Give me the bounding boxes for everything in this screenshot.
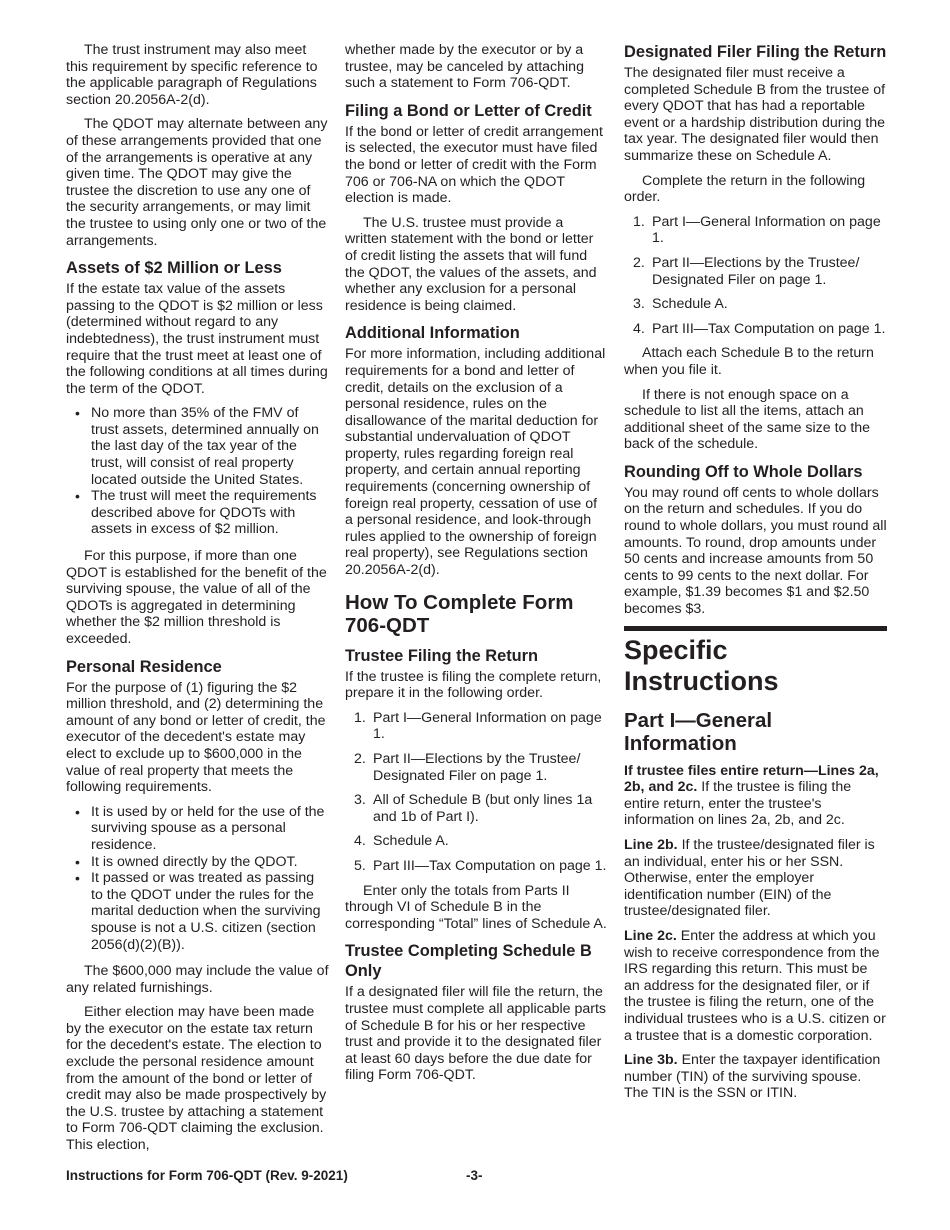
list-item: 3. Schedule A. xyxy=(633,296,728,313)
paragraph: The trust instrument may also meet this requirement by specific reference to the applicable paragraph of Regulations section 20.2056A-2(d). xyxy=(66,42,318,108)
paragraph: The U.S. trustee must provide a written statement with the bond or letter of credit listing the assets that will fund the QDOT, the values of the assets, and whether any exclusion for a personal residence is being claimed. xyxy=(345,214,597,314)
paragraph: For this purpose, if more than one QDOT is established for the benefit of the surviving spouse, the value of all of the QDOTs is aggregated in determining whether the $2 million threshold is exceeded. xyxy=(66,548,327,647)
paragraph: The designated filer must receive a completed Schedule B from the trustee of every QDOT that has had a reportable event or a hardship distribution during the tax year. The designated filer would then summarize these on Schedule A. xyxy=(624,65,886,164)
column-3 xyxy=(624,42,887,1110)
list-item: 2. Part II—Elections by the Trustee/ Designated Filer on page 1. xyxy=(633,254,860,288)
paragraph: Line 2c. Enter the address at which you wish to receive correspondence from the IRS regarding this return. This must be an address for the designated filer, or if the trustee is filing the return, one of the individual trustees who is a U.S. citizen or a trustee that is a domestic corporation. xyxy=(624,927,886,1044)
paragraph: You may round off cents to whole dollars on the return and schedules. If you do round to whole dollars, you must round all amounts. To round, drop amounts under 50 cents and increase amounts from 50 cents to 99 cents to the next dollar. For example, $1.39 becomes $1 and $2.50 becomes $3. xyxy=(624,484,887,618)
list-item: 2. Part II—Elections by the Trustee/ Designated Filer on page 1. xyxy=(354,751,581,784)
heading-rounding: Rounding Off to Whole Dollars xyxy=(624,462,863,481)
paragraph: Complete the return in the following order. xyxy=(624,172,866,206)
paragraph: If the estate tax value of the assets passing to the QDOT is $2 million or less (determined without regard to any indebtedness), the trust instrument must require that the trust meet at least one of the following conditions at all times during the term of the QDOT. xyxy=(66,281,328,397)
paragraph: The QDOT may alternate between any of these arrangements provided that one of the arrangements is operative at any given time. The QDOT may give the trustee the discretion to use any one of the security arrangements, or may limit the trustee to using only one or two of the arrangements. xyxy=(66,116,328,249)
list-item: 1. Part I—General Information on page 1. xyxy=(633,213,881,247)
page-number: -3- xyxy=(466,1168,483,1183)
heading-trustee-schedule-b: Trustee Completing Schedule B Only xyxy=(345,942,592,981)
heading-specific-instructions: Specific Instructions xyxy=(624,626,887,697)
paragraph: For more information, including additional requirements for a bond and letter of credit, details on the exclusion of a personal residence, rules on the disallowance of the marital deduction for substantial undervaluation of QDOT property, rules regarding foreign real property, and certain annual reporting requirements (concerning ownership of foreign real property, cessation of use of a personal residence, and look-through rules applied to the ownership of foreign real property), see Regulations section 20.2056A-2(d). xyxy=(345,346,606,579)
paragraph: Either election may have been made by the executor on the estate tax return for the decedent's estate. The election to exclude the personal residence amount from the amount of the bond or letter of credit may also be made prospectively by the U.S. trustee by attaching a statement to Form 706-QDT claiming the exclusion. This election, xyxy=(66,1004,327,1154)
list-item: • It passed or was treated as passing to the QDOT under the rules for the marital deduction when the surviving spouse is not a U.S. citizen (section 2056(d)(2)(B)). xyxy=(66,870,329,953)
paragraph: whether made by the executor or by a trustee, may be canceled by attaching such a statement to Form 706-QDT. xyxy=(345,42,584,92)
lead-in: Line 2c. xyxy=(624,927,677,944)
paragraph: Line 3b. Enter the taxpayer identification number (TIN) of the surviving spouse. The TIN is the SSN or ITIN. xyxy=(624,1052,881,1102)
list-item: 4. Part III—Tax Computation on page 1. xyxy=(633,320,886,337)
heading-personal-residence: Personal Residence xyxy=(66,657,222,676)
heading-how-to-complete: How To Complete Form 706-QDT xyxy=(345,590,574,637)
list-item: • It is owned directly by the QDOT. xyxy=(66,854,329,871)
lead-in: Line 2b. xyxy=(624,837,678,853)
paragraph: Attach each Schedule B to the return when you file it. xyxy=(624,345,874,378)
lead-in: Line 3b. xyxy=(624,1052,678,1069)
footer-title: Instructions for Form 706-QDT (Rev. 9-2021) xyxy=(66,1168,348,1183)
column-1 xyxy=(66,42,329,1162)
list-item: 3. All of Schedule B (but only lines 1a and 1b of Part I). xyxy=(354,792,593,825)
list-item: • The trust will meet the requirements described above for QDOTs with assets in excess of $2 million. xyxy=(66,488,329,538)
heading-trustee-filing: Trustee Filing the Return xyxy=(345,646,539,665)
lead-in: If trustee files entire return—Lines 2a, 2b, and 2c. xyxy=(624,762,879,796)
list-item: 4. Schedule A. xyxy=(354,833,449,850)
numbered-list-designated xyxy=(624,214,887,338)
bullet-list-residence xyxy=(66,804,329,953)
heading-designated-filer: Designated Filer Filing the Return xyxy=(624,43,887,61)
numbered-list-trustee xyxy=(345,710,608,875)
heading-additional-information: Additional Information xyxy=(345,324,520,343)
paragraph: If a designated filer will file the return, the trustee must complete all applicable parts of Schedule B for his or her respective trust and provide it to the designated filer at least 60 days before the due date for filing Form 706-QDT. xyxy=(345,984,607,1084)
paragraph: Enter only the totals from Parts II through VI of Schedule B in the corresponding “Total” lines of Schedule A. xyxy=(345,882,607,932)
list-item: • It is used by or held for the use of the surviving spouse as a personal residence. xyxy=(66,804,329,854)
paragraph: The $600,000 may include the value of any related furnishings. xyxy=(66,963,329,996)
list-item: 5. Part III—Tax Computation on page 1. xyxy=(354,857,607,874)
paragraph: If trustee files entire return—Lines 2a, 2b, and 2c. If the trustee is filing the entire return, enter the trustee's information on lines 2a, 2b, and 2c. xyxy=(624,762,879,829)
paragraph: Line 2b. If the trustee/designated filer is an individual, enter his or her SSN. Otherwise, enter the employer identification number (EIN) of the trustee/designated filer. xyxy=(624,837,875,920)
bullet-list-assets xyxy=(66,405,329,538)
paragraph: If the trustee is filing the complete return, prepare it in the following order. xyxy=(345,668,602,702)
paragraph: If there is not enough space on a schedule to list all the items, attach an additional sheet of the same size to the back of the schedule. xyxy=(624,386,871,453)
heading-part-1: Part I—General Information xyxy=(624,708,773,755)
paragraph: For the purpose of (1) figuring the $2 million threshold, and (2) determining the amount of any bond or letter of credit, the executor of the decedent's estate may elect to exclude up to $600,000 in the value of real property that meets the following requirements. xyxy=(66,679,326,796)
heading-bond: Filing a Bond or Letter of Credit xyxy=(345,101,592,120)
column-2 xyxy=(345,42,608,1092)
list-item: 1. Part I—General Information on page 1. xyxy=(354,709,602,743)
list-item: • No more than 35% of the FMV of trust assets, determined annually on the last day of the tax year of the trust, will consist of real property located outside the United States. xyxy=(66,405,329,488)
heading-assets: Assets of $2 Million or Less xyxy=(66,259,282,278)
paragraph: If the bond or letter of credit arrangement is selected, the executor must have filed the bond or letter of credit with the Form 706 or 706-NA on which the QDOT election is made. xyxy=(345,123,603,207)
